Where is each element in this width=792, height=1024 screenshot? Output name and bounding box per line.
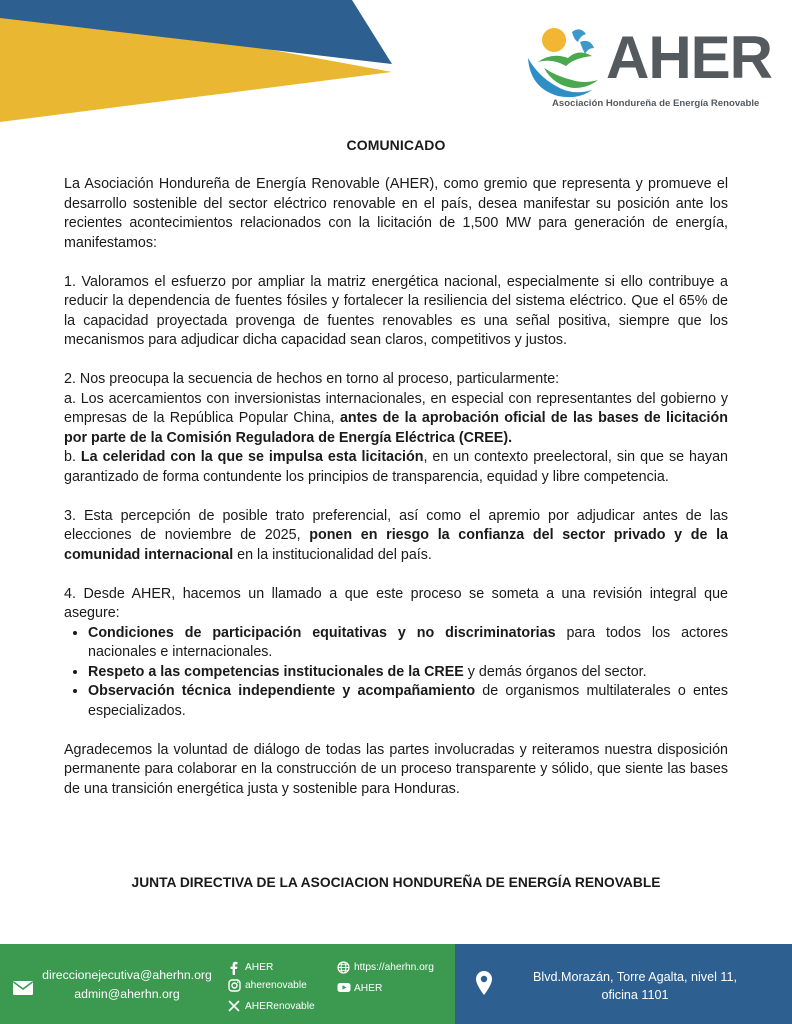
facebook-link[interactable] [245,961,273,975]
document-title: COMUNICADO [346,137,446,153]
list-item [88,663,728,683]
point-4-list [64,624,728,722]
location-pin-icon [475,970,493,996]
list-item [88,624,728,663]
logo-mark-icon [524,22,608,102]
document-body [64,175,728,819]
list-item [88,682,728,721]
website-link[interactable] [354,961,434,975]
youtube-icon [337,982,351,993]
bullet-3-bold: Observación técnica independiente y acompañamiento [88,683,476,699]
bullet-3-text: de organismos multilaterales o entes especializados. [88,683,728,719]
intro-paragraph: La Asociación Hondureña de Energía Renovable (AHER), como gremio que representa y promueve el desarrollo sostenible del sector eléctrico renovable en el país, desea manifestar su posición ante los recientes acontecimientos relacionados con la licitación de 1,500 MW para generación de energía, manifestamos: [64,176,728,251]
point-2b-prefix: b. [64,449,81,465]
point-2a-bold: antes de la aprobación oficial de las bases de licitación por parte de la Comisión Reguladora de Energía Eléctrica (CREE). [64,410,728,446]
address-line-1: Blvd.Morazán, Torre Agalta, nivel 11, [533,970,737,984]
bullet-2-text: y demás órganos del sector. [463,663,647,680]
globe-icon [337,961,350,974]
x-link[interactable] [245,1000,315,1014]
website-label: https://aherhn.org [354,962,434,973]
instagram-link[interactable] [245,979,307,993]
logo-wordmark: AHER [606,24,773,91]
email-link-executive[interactable]: direccionejecutiva@aherhn.org [42,968,212,982]
footer [0,944,792,1024]
point-1-paragraph: 1. Valoramos el esfuerzo por ampliar la matriz energética nacional, especialmente si ello contribuye a reducir la dependencia de fuentes fósiles y fortalecer la resiliencia del sistema eléctrico. Que el 65% de la capacidad proyectada provenga de fuentes renovables es una señal positiva, siempre que los mecanismos para adjudicar dicha capacidad sean claros, competitivos y justos. [64,273,728,348]
bullet-1-text: para todos los actores nacionales e internacionales. [88,624,728,660]
youtube-link[interactable] [354,982,382,996]
mail-icon [12,980,34,996]
point-2b-bold: La celeridad con la que se impulsa esta licitación [80,449,424,465]
footer-emails [38,966,216,1004]
facebook-icon [228,961,239,975]
point-4-heading: 4. Desde AHER, hacemos un llamado a que este proceso se someta a una revisión integral que asegure: [64,585,728,621]
aher-logo [524,18,773,118]
point-3-text-after: en la institucionalidad del país. [233,546,432,563]
point-3-text-before: 3. Esta percepción de posible trato preferencial, así como el apremio por adjudicar antes de las elecciones de noviembre de 2025, [64,507,728,543]
instagram-icon [228,979,241,992]
header-decoration [0,0,400,130]
address-line-2: oficina 1101 [601,988,669,1002]
bullet-2-bold: Respeto a las competencias institucionales de la CREE [88,663,464,680]
footer-contact-panel [0,944,455,1024]
point-3-bold: ponen en riesgo la confianza del sector privado y de la comunidad internacional [64,527,728,563]
footer-address [510,968,760,1004]
point-2b-paragraph [64,448,728,487]
facebook-label: AHER [245,962,274,973]
x-icon [228,1000,240,1012]
bullet-1-bold: Condiciones de participación equitativas y no discriminatorias [88,624,556,641]
youtube-label: AHER [354,983,383,994]
signature: JUNTA DIRECTIVA DE LA ASOCIACION HONDUREÑA DE ENERGÍA RENOVABLE [131,875,661,890]
email-link-admin[interactable]: admin@aherhn.org [74,987,180,1001]
point-2a-paragraph [64,390,728,449]
point-2b-text: , en un contexto preelectoral, sin que se hayan garantizado de forma contundente los principios de transparencia, equidad y libre competencia. [64,449,728,485]
logo-subtitle: Asociación Hondureña de Energía Renovable [552,98,760,109]
point-2-heading: 2. Nos preocupa la secuencia de hechos en torno al proceso, particularmente: [64,371,560,387]
instagram-label: aherenovable [245,980,307,991]
point-2a-text: a. Los acercamientos con inversionistas internacionales, en especial con representantes del gobierno y empresas de la República Popular China, [64,390,728,426]
x-label: AHERenovable [245,1001,315,1012]
closing-paragraph: Agradecemos la voluntad de diálogo de todas las partes involucradas y reiteramos nuestra disposición permanente para colaborar en la construcción de un proceso transparente y sólido, que siente las bases de una transición energética justa y sostenible para Honduras. [64,741,728,797]
point-3-paragraph [64,507,728,566]
